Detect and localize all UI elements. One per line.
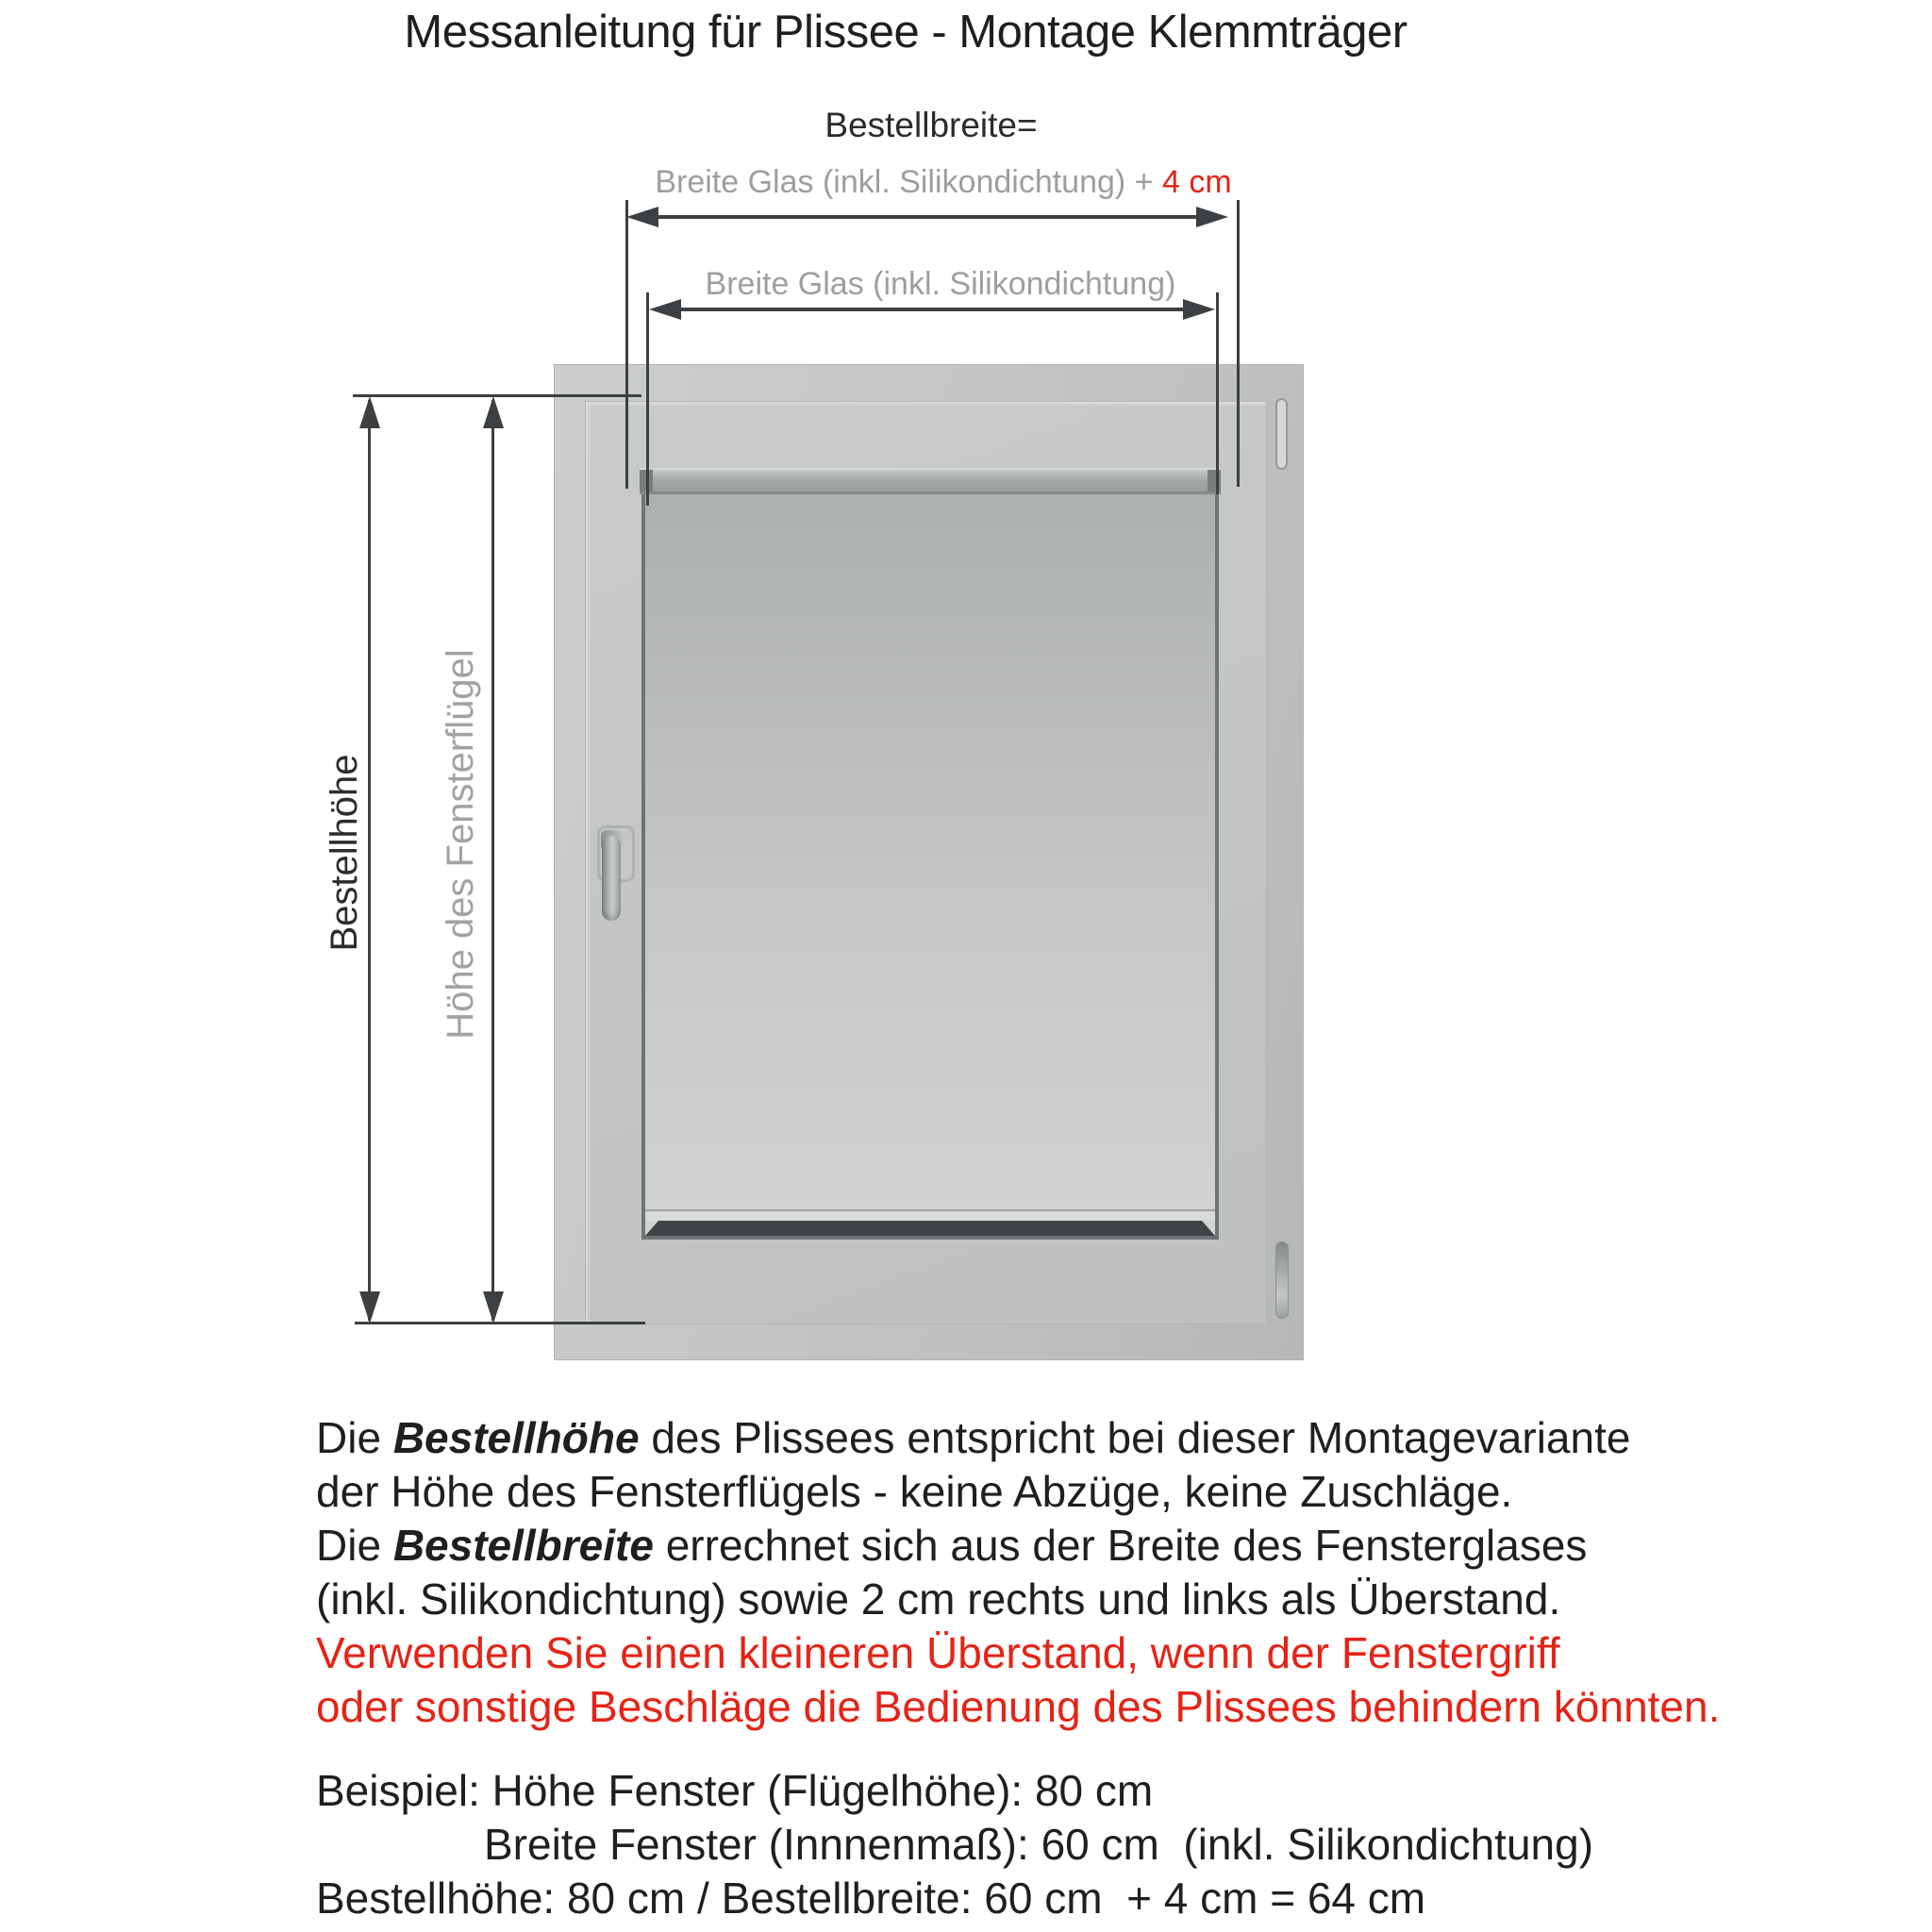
hinge-top-icon bbox=[1275, 398, 1288, 470]
arrowhead-down-icon bbox=[359, 1291, 380, 1324]
dimension-arrow-breite-glas bbox=[662, 308, 1202, 311]
instruction-text bbox=[316, 1411, 1873, 1925]
arrowhead-right-icon bbox=[1196, 207, 1228, 227]
text-line: Die Bestellhöhe des Plissees entspricht bei dieser Montagevariante bbox=[316, 1413, 1631, 1462]
text-line: oder sonstige Beschläge die Bedienung des Plissees behindern könnten. bbox=[316, 1682, 1721, 1731]
label-bestellbreite: Bestellbreite= bbox=[824, 106, 1038, 144]
text-line: (inkl. Silikondichtung) sowie 2 cm rechts und links als Überstand. bbox=[316, 1574, 1561, 1624]
extension-line-left-inner bbox=[646, 292, 649, 506]
extension-line-right-inner bbox=[1216, 292, 1219, 494]
arrowhead-down-icon bbox=[483, 1291, 504, 1324]
text-line: Bestellhöhe: 80 cm / Bestellbreite: 60 cm + 4 cm = 64 cm bbox=[316, 1874, 1426, 1923]
dimension-arrow-bestellhoehe bbox=[368, 400, 371, 1321]
page-title: Messanleitung für Plissee - Montage Klemmträger bbox=[404, 7, 1407, 58]
text-line: Verwenden Sie einen kleineren Überstand, wenn der Fenstergriff bbox=[316, 1628, 1560, 1677]
glass-sill-highlight bbox=[645, 1209, 1215, 1221]
dimension-arrow-fluegelhoehe bbox=[491, 400, 494, 1321]
dimension-arrow-bestellbreite bbox=[641, 215, 1213, 219]
text-line: Beispiel: Höhe Fenster (Flügelhöhe): 80 cm bbox=[316, 1766, 1154, 1815]
label-plus-4cm-red-part: 4 cm bbox=[1161, 164, 1232, 200]
glass-bottom-bevel bbox=[645, 1221, 1215, 1236]
label-breite-glas: Breite Glas (inkl. Silikondichtung) bbox=[705, 266, 1176, 302]
extension-line-right-outer bbox=[1237, 200, 1240, 487]
extension-line-left-outer bbox=[625, 200, 628, 489]
arrowhead-left-icon bbox=[626, 207, 658, 227]
plissee-headrail bbox=[640, 468, 1221, 494]
window-illustration bbox=[554, 364, 1304, 1360]
hinge-bottom-icon bbox=[1275, 1241, 1289, 1319]
text-line: Die Bestellbreite errechnet sich aus der Breite des Fensterglases bbox=[316, 1521, 1588, 1570]
arrowhead-up-icon bbox=[359, 396, 380, 428]
label-bestellhoehe: Bestellhöhe bbox=[324, 754, 365, 952]
window-glass bbox=[641, 470, 1219, 1240]
label-breite-glas-plus-4cm bbox=[604, 164, 1283, 201]
window-handle bbox=[602, 836, 621, 921]
text-line: Breite Fenster (Innnenmaß): 60 cm (inkl. Silikondichtung) bbox=[484, 1820, 1594, 1869]
label-breite-glas-gray-part: Breite Glas (inkl. Silikondichtung) + bbox=[655, 164, 1162, 200]
text-line: der Höhe des Fensterflügels - keine Abzüge, keine Zuschläge. bbox=[316, 1467, 1513, 1516]
arrowhead-right-icon bbox=[1183, 299, 1215, 320]
label-hoehe-fensterfluegel: Höhe des Fensterflügel bbox=[440, 649, 481, 1040]
arrowhead-left-icon bbox=[649, 299, 681, 320]
arrowhead-up-icon bbox=[483, 396, 504, 428]
